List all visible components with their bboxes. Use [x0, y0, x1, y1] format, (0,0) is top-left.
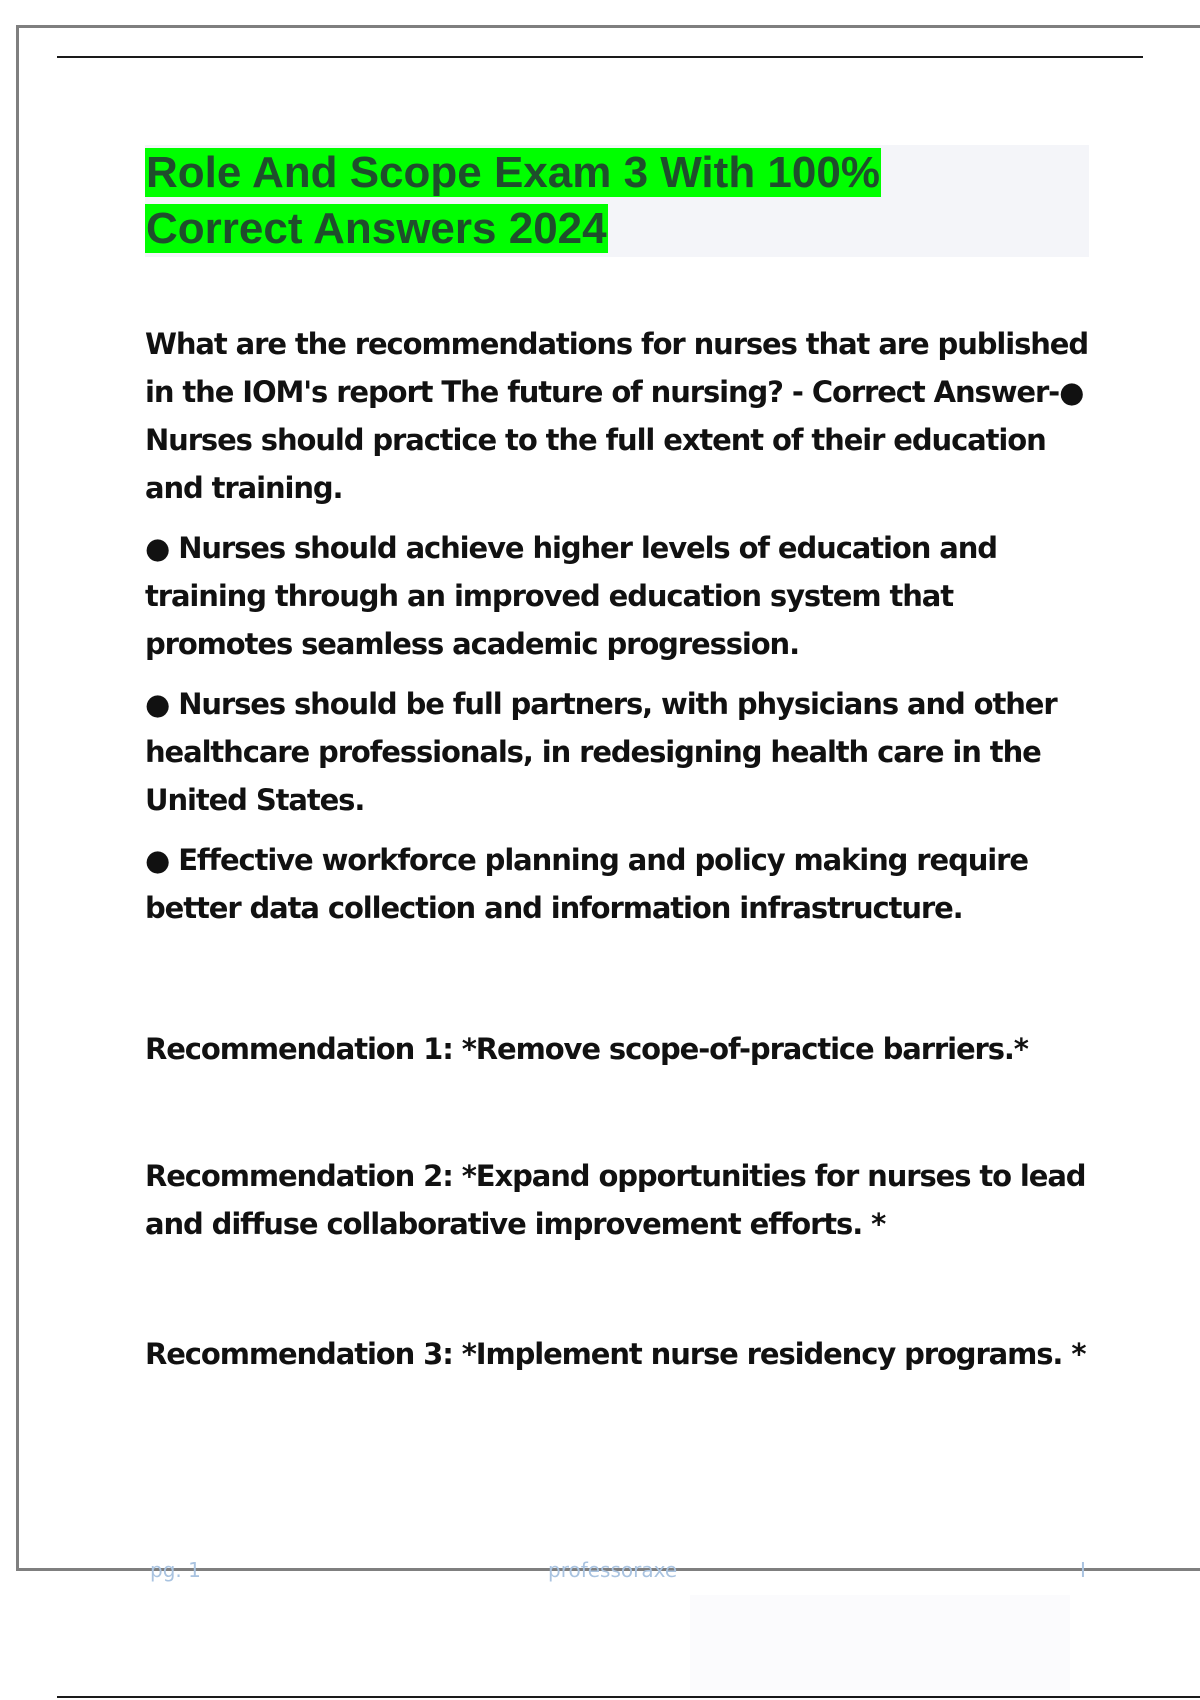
title-line-1: Role And Scope Exam 3 With 100%	[146, 148, 880, 197]
recommendation-3: Recommendation 3: *Implement nurse residency programs. *	[145, 1337, 1086, 1371]
bullet-item: ● Nurses should achieve higher levels of education and training through an improved education system that promotes seamless academic progression.	[145, 531, 997, 661]
question-paragraph: What are the recommendations for nurses that are published in the IOM's report The future of nursing? - Correct Answer-● Nurses should practice to the full extent of their education and training.	[145, 327, 1089, 505]
footer-page-number: pg. 1	[150, 1558, 201, 1582]
document-title	[145, 145, 1089, 257]
faint-watermark-block	[690, 1595, 1070, 1690]
title-block	[145, 145, 1089, 257]
bottom-rule	[57, 1696, 1200, 1698]
document-body	[145, 320, 1095, 932]
title-line-2: Correct Answers 2024	[146, 204, 607, 253]
header-rule	[57, 56, 1143, 58]
bullet-item: ● Nurses should be full partners, with physicians and other healthcare professionals, in redesigning health care in the United States.	[145, 687, 1057, 817]
recommendation-1: Recommendation 1: *Remove scope-of-practice barriers.*	[145, 1032, 1028, 1066]
footer-right-mark: I	[1080, 1558, 1086, 1582]
recommendation-2: Recommendation 2: *Expand opportunities for nurses to lead and diffuse collaborative improvement efforts. *	[145, 1159, 1086, 1241]
footer-author: professoraxe	[548, 1558, 678, 1582]
bullet-item: ● Effective workforce planning and policy making require better data collection and information infrastructure.	[145, 843, 1028, 925]
